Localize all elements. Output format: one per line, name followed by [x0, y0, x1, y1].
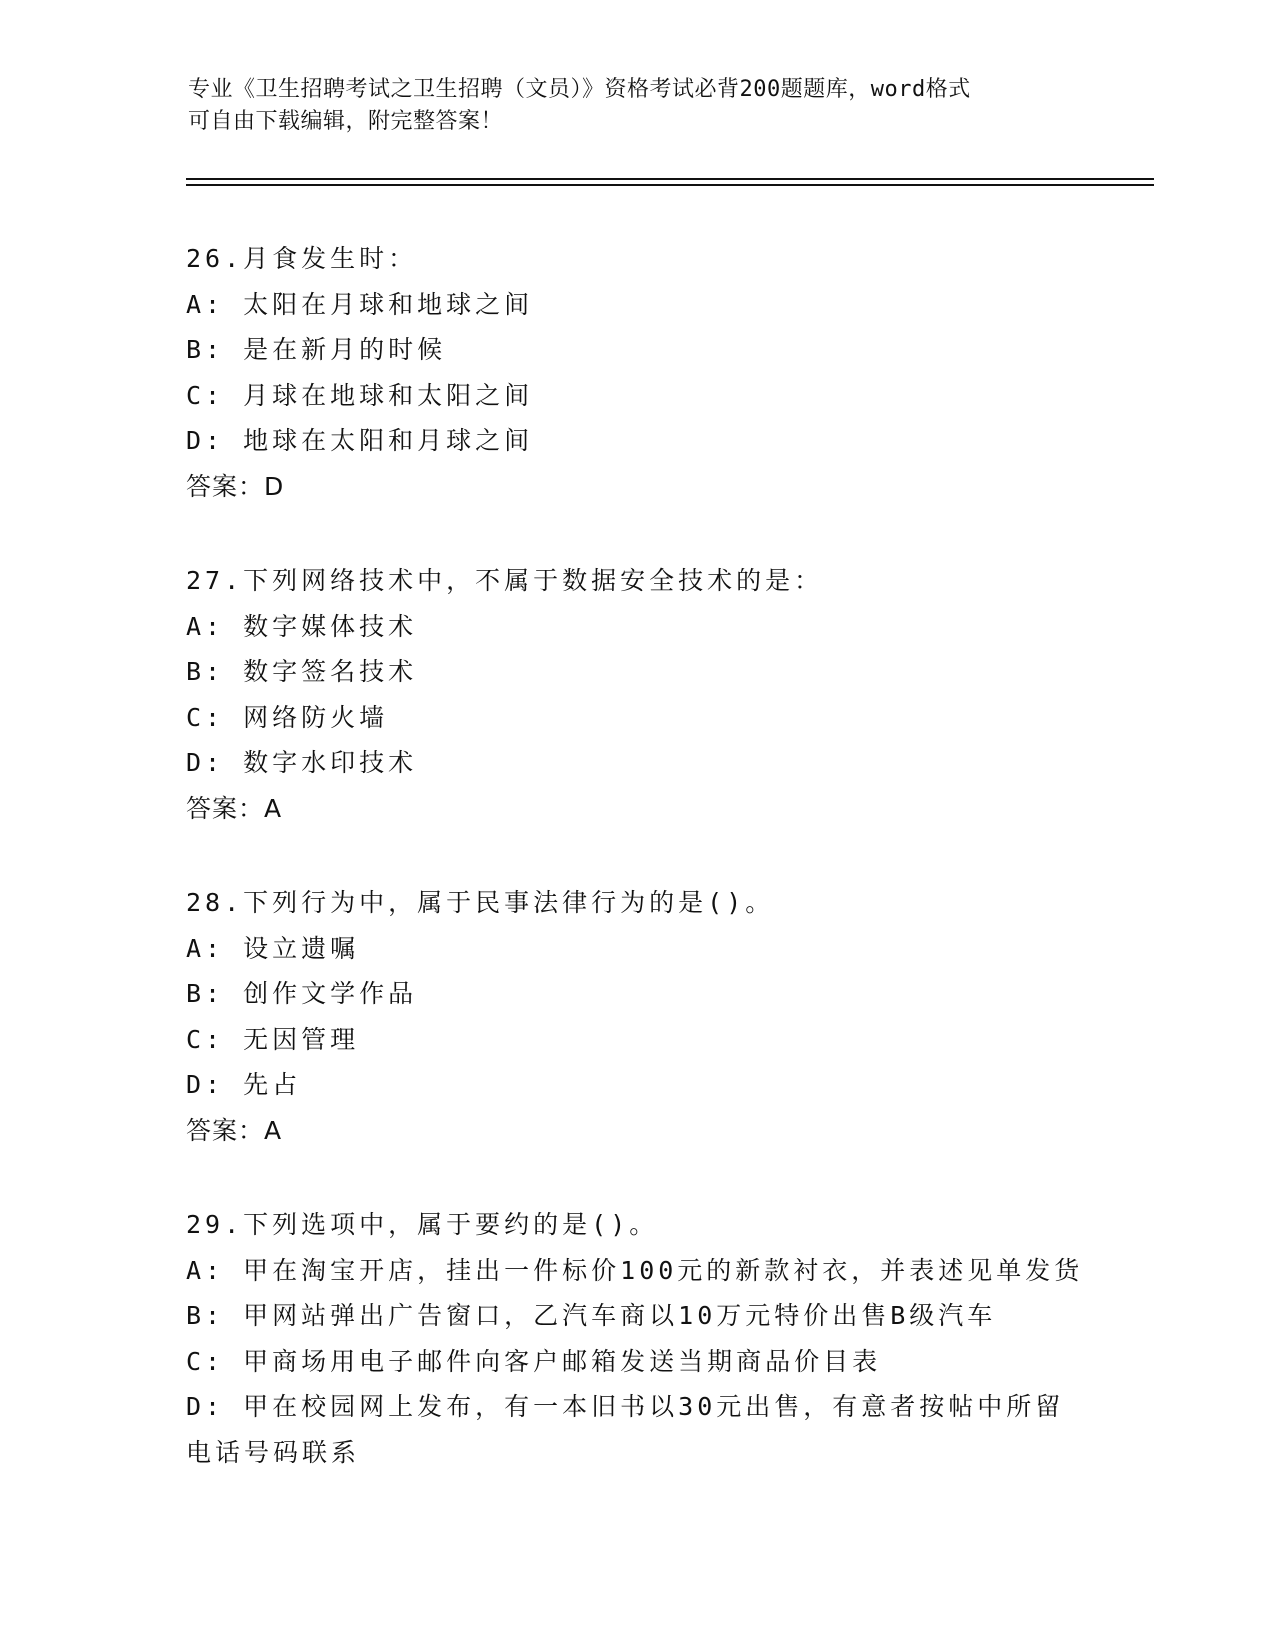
option-a: A: 太阳在月球和地球之间	[186, 289, 534, 319]
question-29	[186, 1202, 1086, 1475]
option-b: B: 数字签名技术	[186, 657, 418, 686]
question-27	[186, 558, 1086, 831]
answer-line: 答案：D	[186, 471, 285, 501]
question-26	[186, 236, 1086, 509]
question-stem: 26.月食发生时：	[186, 244, 418, 273]
answer-line: 答案：A	[186, 793, 283, 823]
document-header	[188, 74, 1088, 138]
option-b: B: 是在新月的时候	[186, 335, 447, 364]
option-a: A: 数字媒体技术	[186, 611, 418, 641]
option-a: A: 甲在淘宝开店，挂出一件标价100元的新款衬衣，并表述见单发货	[186, 1255, 1084, 1285]
option-d: D: 地球在太阳和月球之间	[186, 426, 534, 455]
header-line-1: 专业《卫生招聘考试之卫生招聘（文员）》资格考试必背200题题库，word格式	[188, 77, 971, 102]
answer-line: 答案：A	[186, 1115, 283, 1145]
question-stem: 29.下列选项中，属于要约的是()。	[186, 1210, 659, 1239]
option-c: C: 无因管理	[186, 1024, 360, 1054]
option-c: C: 月球在地球和太阳之间	[186, 380, 534, 410]
option-d: D: 先占	[186, 1070, 302, 1099]
question-stem: 27.下列网络技术中，不属于数据安全技术的是：	[186, 566, 824, 595]
option-d: D: 数字水印技术	[186, 748, 418, 777]
option-b: B: 创作文学作品	[186, 979, 418, 1008]
question-stem: 28.下列行为中，属于民事法律行为的是()。	[186, 888, 775, 917]
header-rule-top	[186, 178, 1154, 180]
header-line-2: 可自由下载编辑，附完整答案！	[188, 109, 504, 134]
option-c: C: 甲商场用电子邮件向客户邮箱发送当期商品价目表	[186, 1346, 882, 1376]
question-28	[186, 880, 1086, 1153]
option-b: B: 甲网站弹出广告窗口，乙汽车商以10万元特价出售B级汽车	[186, 1301, 997, 1330]
option-c: C: 网络防火墙	[186, 702, 389, 732]
option-d: D: 甲在校园网上发布，有一本旧书以30元出售，有意者按帖中所留电话号码联系	[186, 1392, 1065, 1467]
question-list	[186, 236, 1086, 1524]
header-rule-bottom	[186, 184, 1154, 186]
option-a: A: 设立遗嘱	[186, 933, 360, 963]
